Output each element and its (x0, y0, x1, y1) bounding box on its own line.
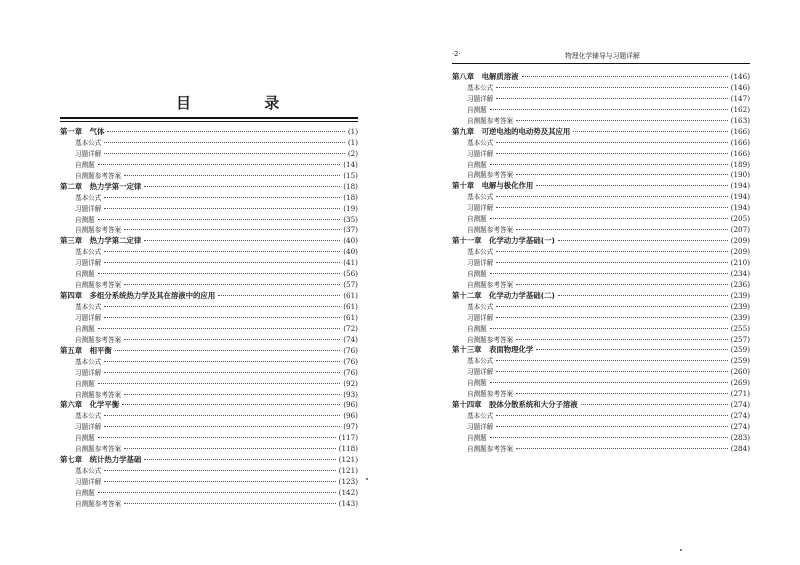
toc-section-entry (452, 203, 750, 214)
dot-leader (558, 240, 728, 241)
running-header-page-number: ·2· (452, 50, 461, 58)
toc-entry-page: (210) (730, 257, 750, 267)
toc-entry-page: (239) (730, 301, 750, 311)
toc-entry-label: 自测题 (75, 434, 95, 443)
toc-entry-label: 自测题参考答案 (75, 171, 122, 180)
toc-entry-label: 第十一章 化学动力学基础(一) (452, 236, 555, 246)
toc-entry-label: 习题详解 (467, 204, 494, 213)
toc-section-entry (60, 269, 358, 280)
toc-chapter-entry (452, 236, 750, 247)
toc-entry-label: 习题详解 (467, 423, 494, 431)
toc-section-entry (452, 160, 750, 171)
toc-section-entry (452, 313, 750, 324)
toc-entry-label: 第八章 电解质溶液 (452, 72, 519, 81)
toc-entry-label: 自测题参考答案 (467, 280, 514, 289)
toc-section-entry (60, 390, 358, 401)
toc-section-entry (452, 411, 750, 422)
toc-entry-page: (194) (730, 203, 750, 213)
toc-entry-label: 自测题 (467, 215, 487, 224)
toc-entry-label: 自测题参考答案 (75, 499, 122, 508)
dot-leader (104, 142, 344, 143)
toc-entry-label: 自测题参考答案 (75, 335, 122, 344)
toc-entry-page: (239) (730, 290, 750, 300)
dot-leader (558, 295, 728, 296)
toc-entry-label: 基本公式 (467, 412, 494, 421)
toc-entry-label: 习题详解 (75, 368, 102, 377)
toc-section-entry (60, 477, 358, 488)
toc-section-entry (60, 204, 358, 215)
toc-entry-label: 习题详解 (467, 313, 494, 322)
toc-entry-page: (93) (343, 389, 358, 399)
toc-entry-label: 自测题参考答案 (467, 335, 514, 344)
toc-entry-page: (166) (730, 126, 750, 136)
toc-entry-label: 自测题参考答案 (75, 226, 122, 235)
dot-leader (104, 251, 340, 252)
dot-leader (104, 317, 340, 318)
dot-leader (496, 262, 727, 263)
toc-entry-label: 自测题 (467, 160, 487, 169)
toc-entry-page: (194) (730, 192, 750, 202)
toc-entry-label: 基本公式 (75, 248, 102, 257)
toc-entry-label: 自测题 (75, 488, 95, 497)
toc-entry-label: 基本公式 (467, 357, 494, 366)
toc-entry-label: 基本公式 (467, 138, 494, 147)
title-rule-thin (60, 121, 358, 122)
toc-entry-label: 自测题 (467, 433, 487, 442)
toc-section-entry (60, 258, 358, 269)
toc-entry-page: (260) (730, 367, 750, 377)
toc-entry-label: 基本公式 (75, 138, 102, 147)
toc-entry-label: 自测题 (467, 269, 487, 278)
toc-entry-label: 习题详解 (467, 258, 494, 267)
toc-chapter-entry (452, 345, 750, 356)
toc-list-right (452, 72, 750, 455)
toc-entry-label: 基本公式 (467, 193, 494, 202)
toc-entry-label: 第九章 可逆电池的电动势及其应用 (452, 126, 571, 136)
toc-section-entry (452, 94, 750, 105)
toc-entry-page: (57) (343, 280, 358, 290)
toc-entry-page: (1) (347, 137, 358, 147)
dot-leader (516, 393, 728, 394)
toc-entry-page: (274) (730, 422, 750, 431)
toc-section-entry (452, 444, 750, 455)
dot-leader (104, 262, 340, 263)
toc-section-entry (60, 149, 358, 160)
toc-section-entry (60, 379, 358, 390)
toc-entry-label: 自测题 (467, 379, 487, 388)
toc-entry-label: 习题详解 (75, 478, 102, 486)
toc-entry-label: 自测题参考答案 (467, 171, 514, 180)
toc-section-entry (452, 247, 750, 258)
dot-leader (490, 218, 728, 219)
dot-leader (490, 328, 728, 329)
toc-entry-page: (2) (347, 148, 358, 158)
dot-leader (536, 185, 727, 186)
dot-leader (104, 153, 344, 154)
toc-entry-label: 第十章 电解与极化作用 (452, 181, 534, 191)
dot-leader (98, 492, 336, 493)
dot-leader (107, 131, 344, 132)
toc-entry-label: 基本公式 (75, 357, 102, 366)
toc-section-entry (452, 214, 750, 225)
toc-chapter-entry (60, 400, 358, 411)
dot-leader (496, 98, 727, 99)
toc-chapter-entry (60, 291, 358, 302)
toc-entry-label: 习题详解 (75, 313, 102, 322)
toc-section-entry (452, 149, 750, 160)
toc-entry-label: 自测题 (467, 324, 487, 333)
toc-entry-page: (190) (730, 170, 750, 180)
toc-entry-label: 第十四章 胶体分散系统和大分子溶液 (452, 400, 578, 410)
dot-leader (98, 383, 340, 384)
toc-entry-page: (97) (343, 422, 358, 432)
toc-entry-page: (146) (730, 72, 750, 81)
toc-entry-page: (121) (338, 455, 358, 465)
dot-leader (218, 295, 340, 296)
toc-section-entry (60, 433, 358, 444)
toc-entry-page: (1) (347, 127, 358, 136)
toc-entry-page: (76) (343, 345, 358, 355)
toc-entry-page: (209) (730, 247, 750, 256)
toc-entry-label: 自测题 (467, 105, 487, 114)
toc-entry-page: (117) (338, 433, 358, 443)
toc-entry-page: (207) (730, 225, 750, 235)
toc-entry-page: (96) (343, 400, 358, 410)
toc-section-entry (452, 138, 750, 149)
dot-leader (124, 394, 340, 395)
dot-leader (496, 371, 727, 372)
toc-section-entry (60, 215, 358, 226)
dot-leader (522, 76, 728, 77)
dot-leader (144, 459, 335, 460)
toc-entry-label: 自测题 (75, 379, 95, 388)
toc-entry-label: 自测题参考答案 (467, 444, 514, 453)
dot-leader (536, 349, 727, 350)
dot-leader (144, 186, 340, 187)
toc-entry-page: (19) (343, 203, 358, 213)
toc-entry-page: (146) (730, 82, 750, 92)
toc-entry-label: 自测题参考答案 (467, 116, 514, 125)
toc-chapter-entry (60, 236, 358, 247)
toc-entry-label: 第七章 统计热力学基础 (60, 455, 142, 465)
toc-entry-page: (162) (730, 104, 750, 114)
dot-leader (490, 164, 728, 165)
toc-entry-page: (284) (730, 443, 750, 453)
dot-leader (496, 142, 727, 143)
toc-entry-page: (274) (730, 411, 750, 421)
title-rule-thick (60, 117, 358, 119)
toc-chapter-entry (60, 346, 358, 357)
dot-leader (104, 481, 335, 482)
toc-section-entry (60, 193, 358, 204)
toc-entry-label: 第十二章 化学动力学基础(二) (452, 290, 555, 300)
dot-leader (573, 131, 727, 132)
dot-leader (496, 360, 727, 361)
toc-entry-page: (76) (343, 367, 358, 377)
toc-entry-page: (259) (730, 345, 750, 355)
toc-entry-label: 自测题 (75, 160, 95, 169)
toc-entry-page: (92) (343, 378, 358, 388)
toc-entry-page: (74) (343, 334, 358, 344)
dot-leader (98, 328, 340, 329)
dot-leader (496, 317, 727, 318)
toc-section-entry (452, 367, 750, 378)
toc-chapter-entry (60, 182, 358, 193)
toc-section-entry (452, 433, 750, 444)
dot-leader (104, 306, 340, 307)
toc-section-entry (452, 258, 750, 269)
dot-leader (490, 382, 728, 383)
toc-entry-page: (61) (343, 291, 358, 301)
toc-section-entry (60, 280, 358, 291)
dot-leader (124, 229, 340, 230)
toc-entry-page: (35) (343, 214, 358, 224)
dot-leader (496, 196, 727, 197)
dot-leader (124, 339, 340, 340)
toc-entry-label: 第四章 多组分系统热力学及其在溶液中的应用 (60, 291, 216, 301)
dot-leader (124, 503, 336, 504)
dot-leader (496, 306, 727, 307)
toc-section-entry (60, 171, 358, 182)
toc-entry-page: (118) (338, 444, 358, 454)
toc-entry-label: 基本公式 (467, 248, 494, 256)
dot-leader (490, 273, 728, 274)
dot-leader (516, 284, 728, 285)
toc-section-entry (60, 324, 358, 335)
toc-entry-label: 自测题参考答案 (75, 281, 122, 290)
toc-entry-page: (37) (343, 225, 358, 235)
dot-leader (104, 415, 340, 416)
toc-chapter-entry (452, 72, 750, 83)
toc-entry-label: 自测题 (75, 215, 95, 224)
toc-entry-page: (209) (730, 236, 750, 246)
dot-leader (496, 153, 727, 154)
toc-entry-page: (18) (343, 192, 358, 202)
toc-entry-label: 习题详解 (467, 149, 494, 158)
dot-leader (98, 437, 336, 438)
dot-leader (98, 164, 340, 165)
toc-section-entry (60, 335, 358, 346)
toc-entry-label: 习题详解 (75, 149, 102, 158)
toc-entry-label: 习题详解 (467, 368, 494, 377)
toc-section-entry (60, 499, 358, 510)
toc-section-entry (452, 225, 750, 236)
toc-chapter-entry (452, 291, 750, 302)
dot-leader (104, 361, 340, 362)
toc-section-entry (60, 444, 358, 455)
dot-leader (104, 197, 340, 198)
toc-entry-page: (72) (343, 323, 358, 333)
toc-title: 目 录 (176, 94, 314, 112)
toc-section-entry (60, 488, 358, 499)
toc-entry-label: 基本公式 (75, 412, 102, 421)
toc-section-entry (452, 356, 750, 367)
toc-entry-page: (14) (343, 159, 358, 169)
dot-leader (124, 284, 340, 285)
toc-entry-label: 第二章 热力学第一定律 (60, 181, 142, 191)
toc-entry-page: (194) (730, 181, 750, 191)
toc-section-entry (60, 411, 358, 422)
dot-leader (490, 109, 728, 110)
dot-leader (496, 415, 727, 416)
toc-section-entry (452, 116, 750, 127)
toc-entry-label: 基本公式 (467, 83, 494, 92)
toc-entry-page: (18) (343, 181, 358, 191)
toc-entry-page: (56) (343, 269, 358, 279)
dot-leader (124, 448, 336, 449)
toc-entry-page: (143) (338, 498, 358, 508)
toc-entry-label: 习题详解 (75, 259, 102, 268)
dot-leader (104, 470, 335, 471)
toc-section-entry (452, 302, 750, 313)
dot-leader (581, 404, 728, 405)
toc-entry-label: 基本公式 (467, 302, 494, 311)
toc-entry-label: 自测题参考答案 (467, 226, 514, 235)
toc-entry-page: (123) (338, 477, 358, 486)
dot-leader (496, 87, 727, 88)
toc-chapter-entry (452, 181, 750, 192)
toc-entry-page: (205) (730, 214, 750, 224)
toc-entry-label: 第六章 化学平衡 (60, 400, 120, 410)
toc-entry-page: (274) (730, 400, 750, 410)
dot-leader (104, 372, 340, 373)
toc-entry-label: 自测题 (75, 324, 95, 333)
toc-entry-label: 第十三章 表面物理化学 (452, 345, 534, 355)
toc-section-entry (60, 357, 358, 368)
toc-section-entry (452, 192, 750, 203)
toc-entry-page: (121) (338, 466, 358, 476)
scan-speck (680, 549, 682, 551)
dot-leader (516, 229, 728, 230)
toc-chapter-entry (452, 400, 750, 411)
dot-leader (516, 339, 728, 340)
toc-section-entry (60, 302, 358, 313)
toc-section-entry (452, 105, 750, 116)
toc-entry-page: (61) (343, 312, 358, 322)
toc-list-left (60, 127, 358, 510)
toc-chapter-entry (60, 455, 358, 466)
toc-section-entry (452, 378, 750, 389)
toc-entry-page: (163) (730, 115, 750, 125)
dot-leader (496, 207, 727, 208)
toc-entry-label: 基本公式 (75, 193, 102, 202)
header-rule (452, 63, 750, 64)
toc-section-entry (60, 138, 358, 149)
toc-entry-page: (166) (730, 148, 750, 158)
toc-chapter-entry (60, 127, 358, 138)
dot-leader (516, 120, 728, 121)
toc-entry-page: (239) (730, 312, 750, 322)
dot-leader (490, 437, 728, 438)
toc-entry-label: 第一章 气体 (60, 127, 105, 136)
toc-section-entry (60, 160, 358, 171)
toc-entry-page: (76) (343, 356, 358, 366)
toc-entry-label: 习题详解 (467, 94, 494, 103)
toc-entry-page: (40) (343, 236, 358, 246)
toc-entry-page: (41) (343, 258, 358, 268)
dot-leader (496, 251, 727, 252)
toc-section-entry (452, 83, 750, 94)
toc-entry-label: 第五章 相平衡 (60, 345, 112, 355)
dot-leader (496, 426, 727, 427)
toc-entry-label: 习题详解 (75, 423, 102, 432)
running-header-title: 物理化学辅导与习题详解 (565, 52, 640, 60)
toc-section-entry (452, 280, 750, 291)
toc-section-entry (60, 368, 358, 379)
toc-entry-page: (166) (730, 137, 750, 147)
dot-leader (98, 273, 340, 274)
toc-entry-label: 自测题参考答案 (75, 445, 122, 454)
toc-entry-label: 基本公式 (75, 303, 102, 311)
toc-entry-page: (255) (730, 323, 750, 333)
toc-section-entry (60, 466, 358, 477)
toc-entry-page: (259) (730, 356, 750, 366)
toc-entry-page: (271) (730, 389, 750, 399)
toc-section-entry (452, 389, 750, 400)
toc-entry-page: (61) (343, 302, 358, 311)
toc-entry-label: 自测题参考答案 (467, 390, 514, 399)
toc-section-entry (452, 324, 750, 335)
toc-chapter-entry (452, 127, 750, 138)
toc-entry-page: (15) (343, 170, 358, 180)
toc-entry-label: 第三章 热力学第二定律 (60, 236, 142, 246)
dot-leader (115, 350, 340, 351)
dot-leader (144, 240, 340, 241)
toc-section-entry (452, 335, 750, 346)
toc-entry-page: (40) (343, 247, 358, 257)
dot-leader (98, 219, 340, 220)
toc-entry-page: (147) (730, 93, 750, 103)
toc-entry-label: 基本公式 (75, 467, 102, 476)
toc-section-entry (452, 269, 750, 280)
dot-leader (124, 175, 340, 176)
toc-entry-label: 自测题 (75, 270, 95, 279)
toc-section-entry (60, 247, 358, 258)
right-page (400, 0, 800, 565)
toc-entry-page: (142) (338, 487, 358, 497)
toc-section-entry (60, 313, 358, 324)
toc-entry-page: (236) (730, 279, 750, 289)
toc-entry-label: 习题详解 (75, 204, 102, 213)
toc-entry-page: (257) (730, 334, 750, 344)
scan-speck (366, 478, 368, 480)
toc-entry-page: (96) (343, 411, 358, 421)
dot-leader (104, 208, 340, 209)
dot-leader (516, 448, 728, 449)
toc-entry-page: (269) (730, 378, 750, 388)
toc-section-entry (452, 422, 750, 433)
toc-section-entry (60, 422, 358, 433)
toc-section-entry (60, 225, 358, 236)
toc-section-entry (452, 170, 750, 181)
toc-entry-page: (189) (730, 159, 750, 169)
toc-entry-label: 自测题参考答案 (75, 390, 122, 399)
dot-leader (122, 404, 340, 405)
dot-leader (104, 426, 340, 427)
dot-leader (516, 174, 728, 175)
toc-entry-page: (234) (730, 268, 750, 278)
toc-entry-page: (283) (730, 432, 750, 442)
